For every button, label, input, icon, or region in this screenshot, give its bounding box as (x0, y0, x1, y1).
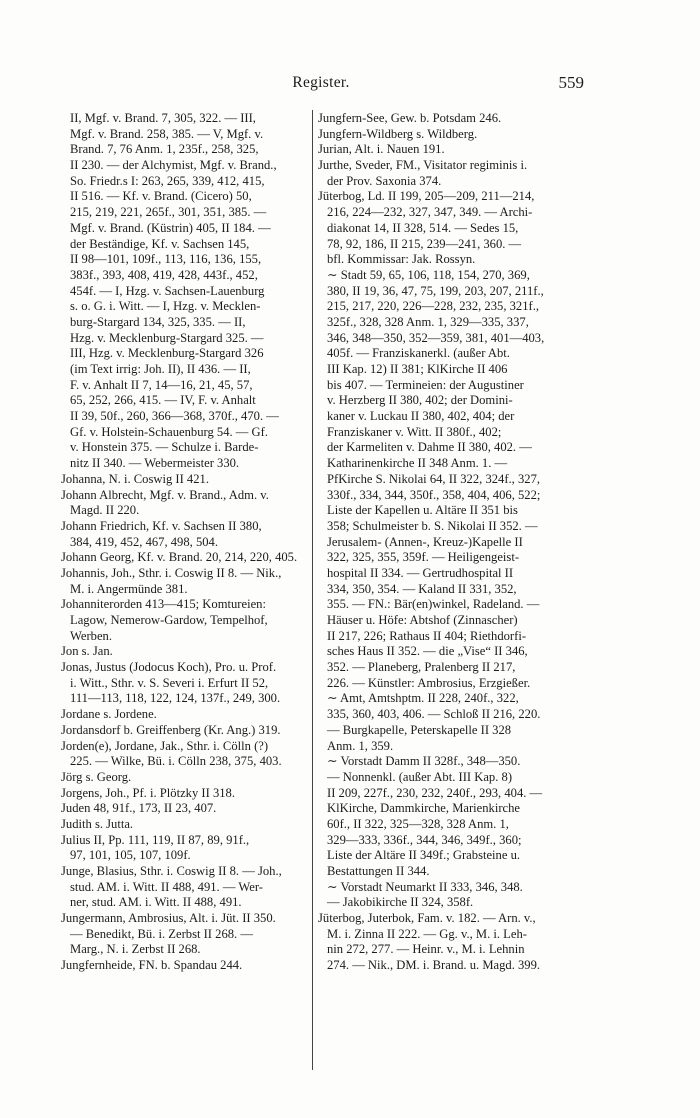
index-line: 383f., 393, 408, 419, 428, 443f., 452, (70, 267, 258, 282)
index-line: Anm. 1, 359. (327, 738, 394, 753)
index-line: hospital II 334. — Gertrudhospital II (327, 565, 514, 580)
index-line: M. i. Zinna II 222. — Gg. v., M. i. Leh- (327, 926, 527, 941)
index-line: Jörg s. Georg. (61, 769, 132, 784)
index-line: i. Witt., Sthr. v. S. Severi i. Erfurt II 52, (70, 675, 269, 690)
index-line: nitz II 340. — Webermeister 330. (70, 456, 240, 471)
index-line: ∼ Amt, Amtshptm. II 228, 240f., 322, (327, 691, 519, 706)
index-line: 274. — Nik., DM. i. Brand. u. Magd. 399. (327, 958, 541, 973)
index-line: Lagow, Nemerow-Gardow, Tempelhof, (70, 613, 268, 627)
index-line: Johannis, Joh., Sthr. i. Coswig II 8. — Nik., (61, 565, 282, 580)
index-line: v. Honstein 375. — Schulze i. Barde- (70, 440, 259, 455)
index-line: s. o. G. i. Witt. — I, Hzg. v. Mecklen- (70, 299, 261, 314)
index-line: kaner v. Luckau II 380, 402, 404; der (327, 409, 515, 424)
index-line: ner, stud. AM. i. Witt. II 488, 491. (70, 895, 242, 910)
index-line: 216, 224—232, 327, 347, 349. — Archi- (327, 205, 533, 220)
index-line: ∼ Vorstadt Damm II 328f., 348—350. (327, 754, 521, 769)
index-line: 334, 350, 354. — Kaland II 331, 352, (327, 581, 517, 596)
index-line: Werben. (70, 628, 112, 643)
index-line: Julius II, Pp. 111, 119, II 87, 89, 91f., (61, 832, 250, 847)
index-line: So. Friedr.s I: 263, 265, 339, 412, 415, (70, 173, 265, 188)
index-line: Jorden(e), Jordane, Jak., Sthr. i. Cölln (?) (61, 738, 269, 753)
index-line: Jurian, Alt. i. Nauen 191. (318, 142, 445, 157)
index-line: Mgf. v. Brand. (Küstrin) 405, II 184. — (70, 220, 271, 235)
index-line: der Karmeliten v. Dahme II 380, 402. — (327, 440, 532, 455)
index-line: II 98—101, 109f., 113, 116, 136, 155, (70, 252, 262, 267)
index-line: Johann Georg, Kf. v. Brand. 20, 214, 220, 405. (61, 550, 298, 565)
index-line: Jungfernheide, FN. b. Spandau 244. (61, 958, 243, 973)
running-header (58, 74, 584, 96)
index-line: 352. — Planeberg, Pralenberg II 217, (327, 660, 516, 675)
index-line: II 230. — der Alchymist, Mgf. v. Brand., (70, 158, 277, 173)
index-line: Jungfern-Wildberg s. Wildberg. (318, 126, 478, 141)
index-line: Jon s. Jan. (61, 644, 113, 659)
index-line: ∼ Stadt 59, 65, 106, 118, 154, 270, 369, (327, 267, 530, 282)
index-line: Liste der Kapellen u. Altäre II 351 bis (327, 503, 518, 518)
index-line: Judith s. Jutta. (61, 816, 134, 831)
index-column-left (61, 111, 308, 974)
index-line: Jerusalem- (Annen-, Kreuz-)Kapelle II (327, 534, 523, 549)
index-line: F. v. Anhalt II 7, 14—16, 21, 45, 57, (70, 377, 253, 392)
index-line: Jordansdorf b. Greiffenberg (Kr. Ang.) 319. (61, 722, 281, 737)
index-line: M. i. Angermünde 381. (70, 581, 188, 596)
index-line: burg-Stargard 134, 325, 335. — II, (70, 314, 246, 329)
index-line: 215, 217, 220, 226—228, 232, 235, 321f., (327, 299, 539, 314)
index-line: Magd. II 220. (70, 503, 140, 518)
index-line: II, Mgf. v. Brand. 7, 305, 322. — III, (70, 111, 256, 125)
index-line: Johanna, N. i. Coswig II 421. (61, 471, 209, 486)
index-line: Jüterbog, Juterbok, Fam. v. 182. — Arn. v., (318, 911, 536, 926)
index-line: stud. AM. i. Witt. II 488, 491. — Wer- (70, 879, 263, 894)
index-line: 65, 252, 266, 415. — IV, F. v. Anhalt (70, 393, 256, 408)
index-line: — Benedikt, Bü. i. Zerbst II 268. — (70, 926, 253, 941)
index-line: Marg., N. i. Zerbst II 268. (70, 942, 201, 957)
index-line: — Burgkapelle, Peterskapelle II 328 (327, 722, 512, 737)
index-line: 355. — FN.: Bär(en)winkel, Radeland. — (327, 597, 540, 612)
index-line: Jonas, Justus (Jodocus Koch), Pro. u. Prof. (61, 660, 277, 675)
index-line: Jungermann, Ambrosius, Alt. i. Jüt. II 350. (61, 911, 276, 926)
index-line: — Nonnenkl. (außer Abt. III Kap. 8) (327, 769, 513, 784)
index-line: KlKirche, Dammkirche, Marienkirche (327, 801, 521, 816)
index-line: Häuser u. Höfe: Abtshof (Zinnascher) (327, 613, 518, 627)
index-line: Juden 48, 91f., 173, II 23, 407. (61, 801, 217, 816)
index-line: 384, 419, 452, 467, 498, 504. (70, 534, 218, 549)
index-line: 60f., II 322, 325—328, 328 Anm. 1, (327, 816, 509, 831)
column-divider (312, 110, 313, 1070)
index-line: — Jakobikirche II 324, 358f. (327, 895, 474, 910)
index-column-right (318, 111, 588, 974)
index-line: 226. — Künstler: Ambrosius, Erzgießer. (327, 675, 531, 690)
index-line: 380, II 19, 36, 47, 75, 199, 203, 207, 211f., (327, 283, 544, 298)
index-line: Johann Albrecht, Mgf. v. Brand., Adm. v. (61, 487, 269, 502)
index-line: v. Herzberg II 380, 402; der Domini- (327, 393, 513, 408)
index-line: nin 272, 277. — Heinr. v., M. i. Lehnin (327, 942, 525, 957)
index-line: Gf. v. Holstein-Schauenburg 54. — Gf. (70, 424, 268, 439)
index-line: 330f., 334, 344, 350f., 358, 404, 406, 522; (327, 487, 541, 502)
index-line: ∼ Vorstadt Neumarkt II 333, 346, 348. (327, 879, 523, 894)
index-line: Junge, Blasius, Sthr. i. Coswig II 8. — Joh., (61, 864, 282, 878)
index-line: Mgf. v. Brand. 258, 385. — V, Mgf. v. (70, 126, 264, 141)
index-line: (im Text irrig: Joh. II), II 436. — II, (70, 362, 251, 376)
index-line: 335, 360, 403, 406. — Schloß II 216, 220. (327, 707, 541, 722)
index-line: Jorgens, Joh., Pf. i. Plötzky II 318. (61, 785, 235, 800)
index-line: Franziskaner v. Witt. II 380f., 402; (327, 424, 502, 439)
index-line: II 516. — Kf. v. Brand. (Cicero) 50, (70, 189, 252, 204)
index-line: 405f. — Franziskanerkl. (außer Abt. (327, 346, 510, 361)
index-line: bfl. Kommissar: Jak. Rossyn. (327, 252, 476, 267)
index-line: 322, 325, 355, 359f. — Heiligengeist- (327, 550, 520, 565)
index-line: Johanniterorden 413—415; Komtureien: (61, 597, 266, 612)
index-line: Jurthe, Sveder, FM., Visitator regiminis i. (318, 158, 528, 173)
index-line: II 39, 50f., 260, 366—368, 370f., 470. — (70, 409, 279, 424)
index-line: diakonat 14, II 328, 514. — Sedes 15, (327, 220, 519, 235)
index-line: 97, 101, 105, 107, 109f. (70, 848, 191, 863)
index-line: II 209, 227f., 230, 232, 240f., 293, 404. — (327, 785, 543, 800)
index-line: Brand. 7, 76 Anm. 1, 235f., 258, 325, (70, 142, 259, 157)
index-line: Liste der Altäre II 349f.; Grabsteine u. (327, 848, 521, 863)
index-line: bis 407. — Termineien: der Augustiner (327, 377, 524, 392)
running-title: Register. (292, 74, 350, 91)
index-line: III Kap. 12) II 381; KlKirche II 406 (327, 362, 508, 376)
index-line: Katharinenkirche II 348 Anm. 1. — (327, 456, 508, 471)
index-line: 78, 92, 186, II 215, 239—241, 360. — (327, 236, 522, 251)
index-line: Jordane s. Jordene. (61, 707, 157, 722)
index-line: Bestattungen II 344. (327, 864, 430, 878)
page-number: 559 (558, 73, 584, 92)
index-line: 325f., 328, 328 Anm. 1, 329—335, 337, (327, 314, 529, 329)
index-line: II 217, 226; Rathaus II 404; Riethdorfi- (327, 628, 527, 643)
index-line: Jüterbog, Ld. II 199, 205—209, 211—214, (318, 189, 535, 204)
index-line: 358; Schulmeister b. S. Nikolai II 352. — (327, 518, 538, 533)
index-line: 111—113, 118, 122, 124, 137f., 249, 300. (70, 691, 281, 706)
index-line: 215, 219, 221, 265f., 301, 351, 385. — (70, 205, 267, 220)
index-line: III, Hzg. v. Mecklenburg-Stargard 326 (70, 346, 264, 361)
index-line: 329—333, 336f., 344, 346, 349f., 360; (327, 832, 522, 847)
index-line: 346, 348—350, 352—359, 381, 401—403, (327, 330, 545, 345)
index-line: der Beständige, Kf. v. Sachsen 145, (70, 236, 250, 251)
index-line: Hzg. v. Mecklenburg-Stargard 325. — (70, 330, 264, 345)
index-line: PfKirche S. Nikolai 64, II 322, 324f., 327, (327, 471, 541, 486)
index-line: der Prov. Saxonia 374. (327, 173, 442, 188)
index-line: Johann Friedrich, Kf. v. Sachsen II 380, (61, 518, 262, 533)
index-line: sches Haus II 352. — die „Vise“ II 346, (327, 644, 528, 659)
index-line: 454f. — I, Hzg. v. Sachsen-Lauenburg (70, 283, 265, 298)
index-line: Jungfern-See, Gew. b. Potsdam 246. (318, 111, 502, 125)
index-line: 225. — Wilke, Bü. i. Cölln 238, 375, 403. (70, 754, 282, 769)
